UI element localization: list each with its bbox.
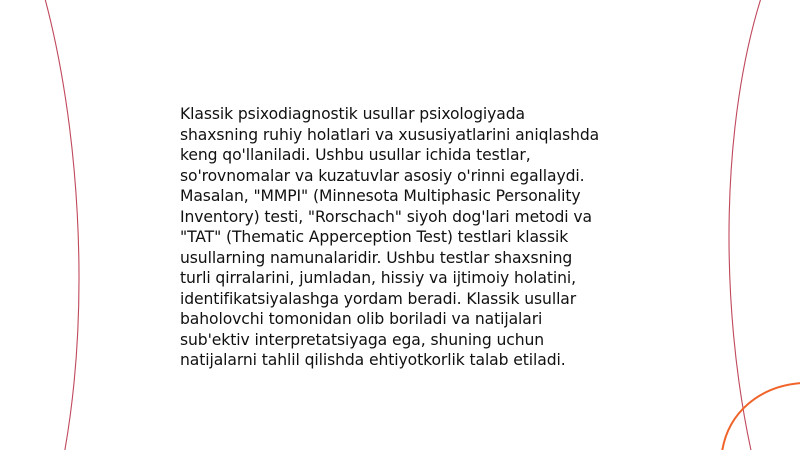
body-line: Inventory) testi, "Rorschach" siyoh dog'lari metodi va [180, 207, 592, 226]
body-line: so'rovnomalar va kuzatuvlar asosiy o'rinni egallaydi. [180, 166, 585, 185]
corner-orange-arc [722, 383, 800, 450]
body-line: baholovchi tomonidan olib boriladi va natijalari [180, 310, 543, 328]
body-line: natijalarni tahlil qilishda ehtiyotkorlik talab etiladi. [180, 351, 566, 369]
body-line: turli qirralarini, jumladan, hissiy va ijtimoiy holatini, [180, 269, 576, 287]
body-paragraph [180, 104, 630, 371]
body-line: sub'ektiv interpretatsiyaga ega, shuning uchun [180, 330, 545, 349]
body-line: Klassik psixodiagnostik usullar psixologiyada [180, 105, 525, 123]
body-line: Masalan, "MMPI" (Minnesota Multiphasic Personality [180, 187, 581, 205]
body-line: shaxsning ruhiy holatlari va xususiyatlarini aniqlashda [180, 125, 600, 144]
body-line: "TAT" (Thematic Apperception Test) testlari klassik [180, 228, 569, 246]
body-line: identifikatsiyalashga yordam beradi. Klassik usullar [180, 289, 577, 308]
right-decorative-curve [729, 0, 762, 450]
left-decorative-curve [44, 0, 79, 450]
body-line: keng qo'llaniladi. Ushbu usullar ichida testlar, [180, 146, 531, 164]
body-line: usullarning namunalaridir. Ushbu testlar shaxsning [180, 248, 573, 267]
